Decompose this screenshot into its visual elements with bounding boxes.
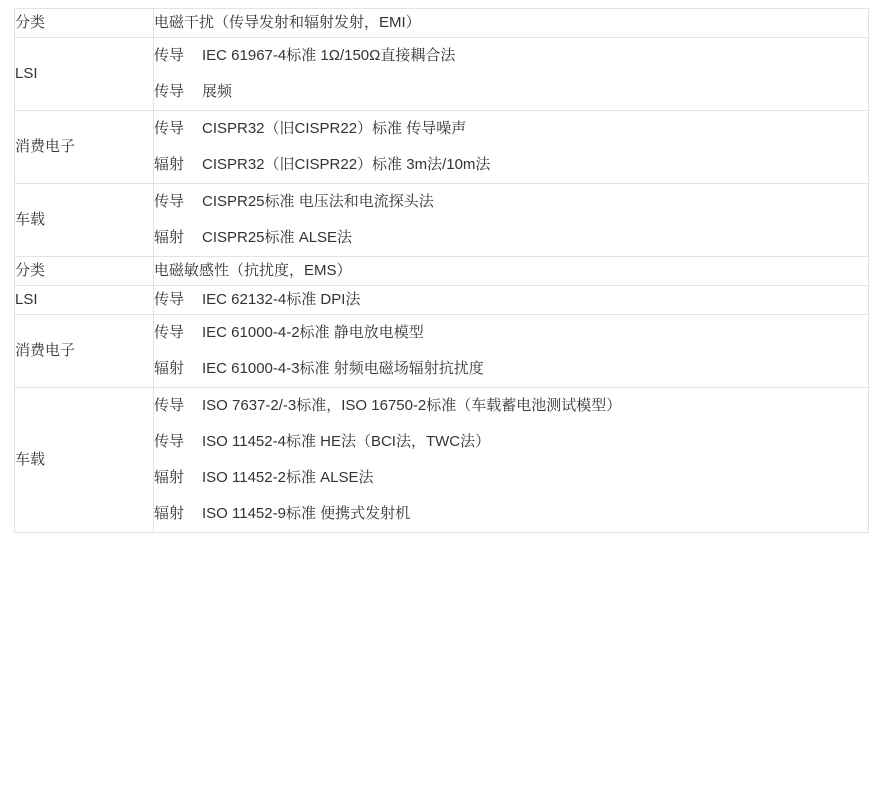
detail-line	[154, 147, 868, 183]
detail-line	[154, 220, 868, 256]
detail-line-text: IEC 61000-4-3标准 射频电磁场辐射抗扰度	[202, 360, 484, 377]
detail-line-text: CISPR25标准 ALSE法	[202, 229, 353, 246]
detail-line	[154, 496, 868, 532]
table-row	[15, 315, 869, 388]
detail-line-tag: 传导	[154, 120, 185, 137]
detail-cell	[154, 9, 869, 38]
detail-cell	[154, 257, 869, 286]
detail-line-tag: 传导	[154, 291, 185, 308]
detail-cell	[154, 184, 869, 257]
table-row	[15, 184, 869, 257]
detail-cell	[154, 286, 869, 315]
table-body	[15, 9, 869, 533]
detail-line-text: CISPR32（旧CISPR22）标准 传导噪声	[202, 120, 467, 137]
category-cell: LSI	[15, 38, 154, 111]
category-cell: 消费电子	[15, 315, 154, 388]
detail-line-tag: 辐射	[154, 505, 185, 522]
category-cell: 车载	[15, 388, 154, 533]
detail-line	[154, 111, 868, 147]
table-row	[15, 9, 869, 38]
detail-line	[154, 424, 868, 460]
detail-line-tag: 辐射	[154, 229, 185, 246]
detail-line	[154, 74, 868, 110]
table-row	[15, 286, 869, 315]
detail-line	[154, 388, 868, 424]
detail-line-tag: 辐射	[154, 156, 185, 173]
detail-cell	[154, 111, 869, 184]
detail-line-tag: 传导	[154, 433, 185, 450]
detail-line-text: IEC 62132-4标准 DPI法	[202, 291, 361, 308]
detail-cell	[154, 315, 869, 388]
emc-standards-table	[14, 8, 869, 533]
category-cell: 分类	[15, 257, 154, 286]
detail-line-text: ISO 11452-9标准 便携式发射机	[202, 505, 411, 522]
detail-line-tag: 传导	[154, 47, 185, 64]
detail-line	[154, 38, 868, 74]
detail-line-text: CISPR32（旧CISPR22）标准 3m法/10m法	[202, 156, 491, 173]
detail-line-tag: 辐射	[154, 360, 185, 377]
detail-line-tag: 传导	[154, 324, 185, 341]
detail-line	[154, 351, 868, 387]
category-cell: 车载	[15, 184, 154, 257]
detail-line-tag: 传导	[154, 397, 185, 414]
detail-line-text: ISO 11452-4标准 HE法（BCI法，TWC法）	[202, 433, 491, 450]
category-cell: 消费电子	[15, 111, 154, 184]
detail-line-text: CISPR25标准 电压法和电流探头法	[202, 193, 434, 210]
table-row	[15, 111, 869, 184]
detail-line-text: 展频	[202, 83, 233, 100]
detail-cell	[154, 388, 869, 533]
detail-line-tag: 传导	[154, 193, 185, 210]
detail-line	[154, 286, 868, 314]
detail-line-text: ISO 11452-2标准 ALSE法	[202, 469, 374, 486]
detail-line-tag: 辐射	[154, 469, 185, 486]
detail-line	[154, 315, 868, 351]
detail-line-tag: 传导	[154, 83, 185, 100]
detail-line	[154, 184, 868, 220]
detail-line-text: 电磁敏感性（抗扰度，EMS）	[154, 262, 352, 279]
category-cell: 分类	[15, 9, 154, 38]
detail-line-text: ISO 7637-2/-3标准，ISO 16750-2标准（车载蓄电池测试模型）	[202, 397, 622, 414]
detail-line-text: IEC 61000-4-2标准 静电放电模型	[202, 324, 424, 341]
detail-line-text: IEC 61967-4标准 1Ω/150Ω直接耦合法	[202, 47, 456, 64]
category-cell: LSI	[15, 286, 154, 315]
detail-line-text: 电磁干扰（传导发射和辐射发射，EMI）	[154, 14, 421, 31]
table-row	[15, 388, 869, 533]
detail-line	[154, 460, 868, 496]
table-row	[15, 38, 869, 111]
detail-cell	[154, 38, 869, 111]
table-row	[15, 257, 869, 286]
